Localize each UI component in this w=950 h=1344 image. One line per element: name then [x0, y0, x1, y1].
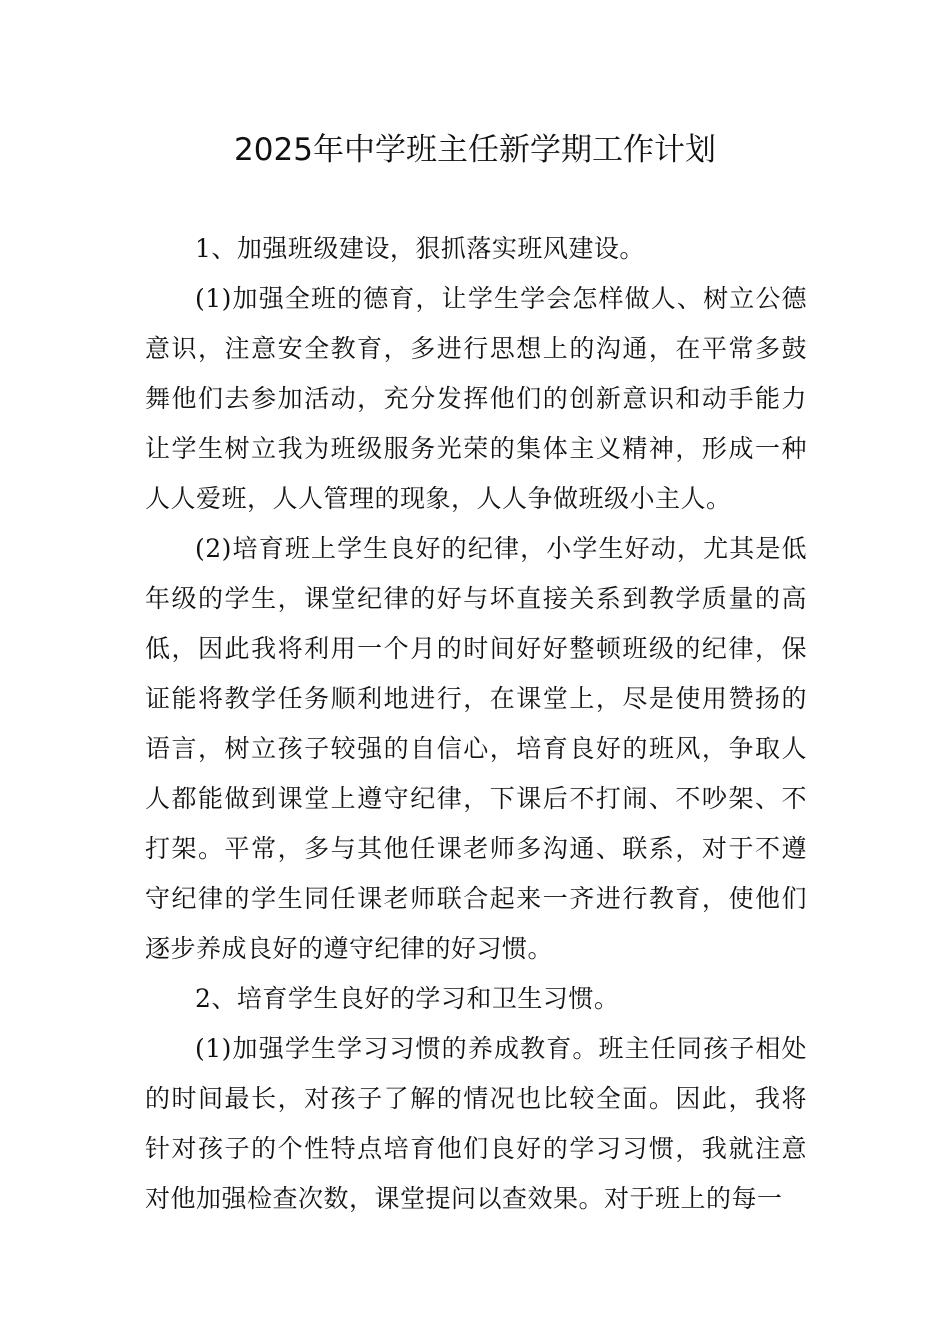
document-body: [145, 224, 807, 1224]
document-title: 2025年中学班主任新学期工作计划: [234, 132, 716, 168]
paragraph-discipline: (2)培育班上学生良好的纪律，小学生好动，尤其是低年级的学生，课堂纪律的好与坏直接关系到教学质量的高低，因此我将利用一个月的时间好好整顿班级的纪律，保证能将教学任务顺利地进行，在课堂上，尽是使用赞扬的语言，树立孩子较强的自信心，培育良好的班风，争取人人都能做到课堂上遵守纪律，下课后不打闹、不吵架、不打架。平常，多与其他任课老师多沟通、联系，对于不遵守纪律的学生同任课老师联合起来一齐进行教育，使他们逐步养成良好的遵守纪律的好习惯。: [145, 534, 807, 963]
paragraph-section-1-heading: 1、加强班级建设，狠抓落实班风建设。: [195, 234, 645, 263]
paragraph-section-2-heading: 2、培育学生良好的学习和卫生习惯。: [195, 984, 620, 1013]
paragraph-moral-education: (1)加强全班的德育，让学生学会怎样做人、树立公德意识，注意安全教育，多进行思想上的沟通，在平常多鼓舞他们去参加活动，充分发挥他们的创新意识和动手能力让学生树立我为班级服务光荣的集体主义精神，形成一种人人爱班，人人管理的现象，人人争做班级小主人。: [145, 284, 807, 513]
paragraph-study-habits: (1)加强学生学习习惯的养成教育。班主任同孩子相处的时间最长，对孩子了解的情况也比较全面。因此，我将针对孩子的个性特点培育他们良好的学习习惯，我就注意对他加强检查次数，课堂提问以查效果。对于班上的每一: [145, 1034, 807, 1213]
